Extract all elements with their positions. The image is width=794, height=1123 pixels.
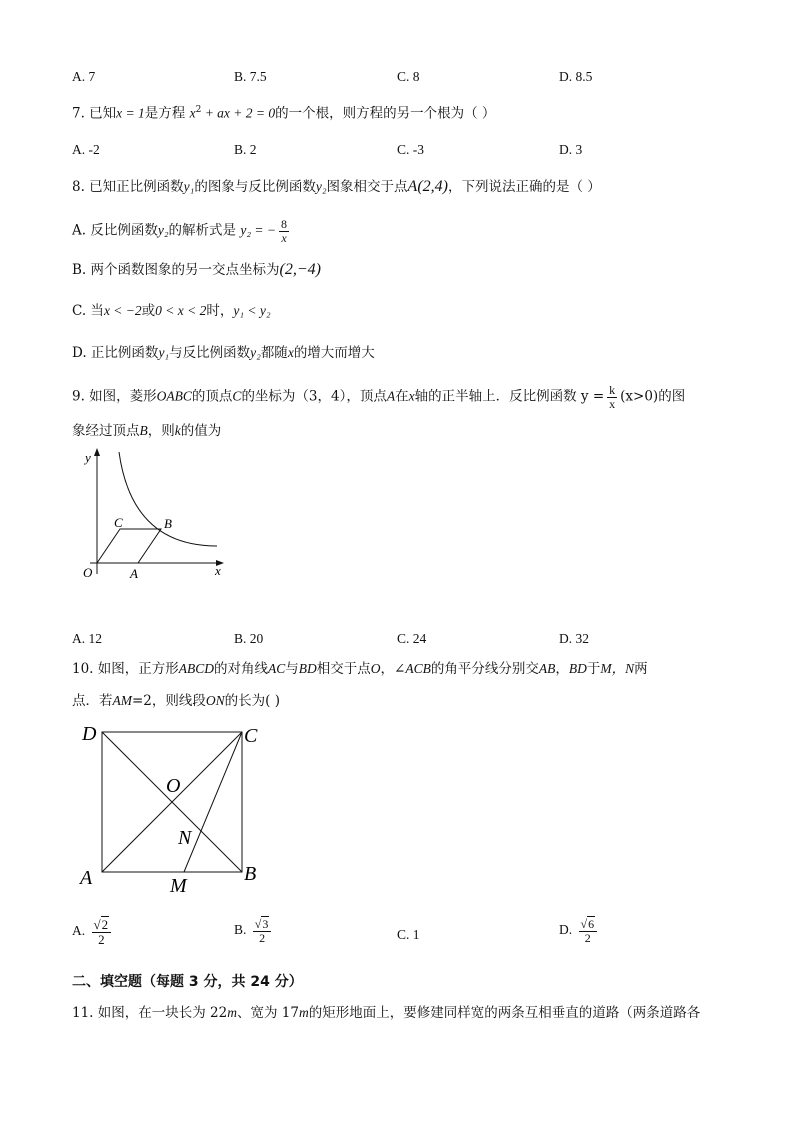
q9-function-fraction: $\frac{k}{x}$ [609, 383, 616, 411]
q9-option-d: D. 32 [559, 631, 589, 646]
q9-option-b: B. 20 [234, 631, 264, 646]
q10-stem-line2: 点．若AM=2，则线段ON的长为( ) [72, 693, 280, 709]
q9-label-x: x [215, 563, 221, 578]
q9-label-a: A [130, 566, 138, 581]
q8-option-c: C. 当x < −2或0 < x < 2时，y₁ < y₂ [72, 303, 271, 319]
q7-stem: 7. 已知x = 1是方程 $x^2$ + ax + 2 = 0的一个根，则方程的另一个根为（ ） [72, 105, 496, 122]
q10-label-m: M [170, 875, 187, 897]
q10-option-a: A. $\frac{√2}{2}$ [72, 918, 114, 946]
q6-option-c: C. 8 [397, 69, 420, 84]
q9-hyperbola [119, 452, 217, 546]
q11-stem: 11. 如图，在一块长为 22m、宽为 17m的矩形地面上，要修建同样宽的两条互相垂直的道路（两条道路各 [72, 1005, 701, 1021]
q9-option-a: A. 12 [72, 631, 102, 646]
q6-option-d: D. 8.5 [559, 69, 593, 84]
q10-option-b: B. $\frac{√3}{2}$ [234, 918, 274, 944]
q7-option-a: A. -2 [72, 142, 100, 157]
q9-label-c: C [114, 515, 123, 530]
q10-option-d-value: $\frac{√6}{2}$ [579, 918, 598, 944]
q9-figure [72, 446, 232, 586]
q10-figure [72, 718, 272, 898]
section-heading: 二、填空题（每题 3 分，共 24 分） [72, 974, 303, 990]
q10-option-c: C. 1 [397, 927, 420, 942]
q10-bisector-cm [184, 732, 242, 872]
q8-option-a: A. 反比例函数y₂的解析式是 y₂ = − $\frac{8}{x}$ [72, 217, 287, 245]
q9-y-arrow [94, 448, 100, 456]
q10-label-c: C [244, 725, 258, 747]
q9-rhombus [97, 529, 161, 563]
q9-label-y: y [85, 450, 91, 465]
q9-stem-line1: 9. 如图，菱形OABC的顶点C的坐标为（3，4），顶点A在x轴的正半轴上．反比例函数 y = $\frac{k}{x}$ (x>0)的图 [72, 383, 686, 411]
q6-option-b: B. 7.5 [234, 69, 267, 84]
q6-option-a: A. 7 [72, 69, 96, 84]
q10-option-b-value: $\frac{√3}{2}$ [253, 918, 272, 944]
q9-stem-line2: 象经过顶点B，则k的值为 [72, 423, 222, 439]
q10-label-a: A [80, 867, 93, 889]
q7-option-c: C. -3 [397, 142, 424, 157]
q7-option-d: D. 3 [559, 142, 583, 157]
q8-option-d: D. 正比例函数y₁与反比例函数y₂都随x的增大而增大 [72, 345, 375, 361]
q9-option-c: C. 24 [397, 631, 427, 646]
q8-option-a-fraction: $\frac{8}{x}$ [280, 217, 287, 245]
q9-label-o: O [83, 565, 93, 580]
q7-option-b: B. 2 [234, 142, 257, 157]
q9-label-b: B [164, 516, 172, 531]
q10-label-d: D [82, 723, 97, 745]
q10-label-o: O [166, 775, 181, 797]
q8-stem: 8. 已知正比例函数y₁的图象与反比例函数y₂图象相交于点A(2,4)，下列说法正确的是（ ） [72, 178, 601, 195]
q10-stem-line1: 10. 如图，正方形ABCD的对角线AC与BD相交于点O，∠ACB的角平分线分别交AB，BD于M，N两 [72, 661, 648, 677]
q10-option-a-value: $\frac{√2}{2}$ [92, 918, 112, 946]
q10-label-n: N [178, 827, 192, 849]
q10-option-d: D. $\frac{√6}{2}$ [559, 918, 600, 944]
q8-option-b: B. 两个函数图象的另一交点坐标为(2,−4) [72, 261, 321, 278]
q10-label-b: B [244, 863, 257, 885]
